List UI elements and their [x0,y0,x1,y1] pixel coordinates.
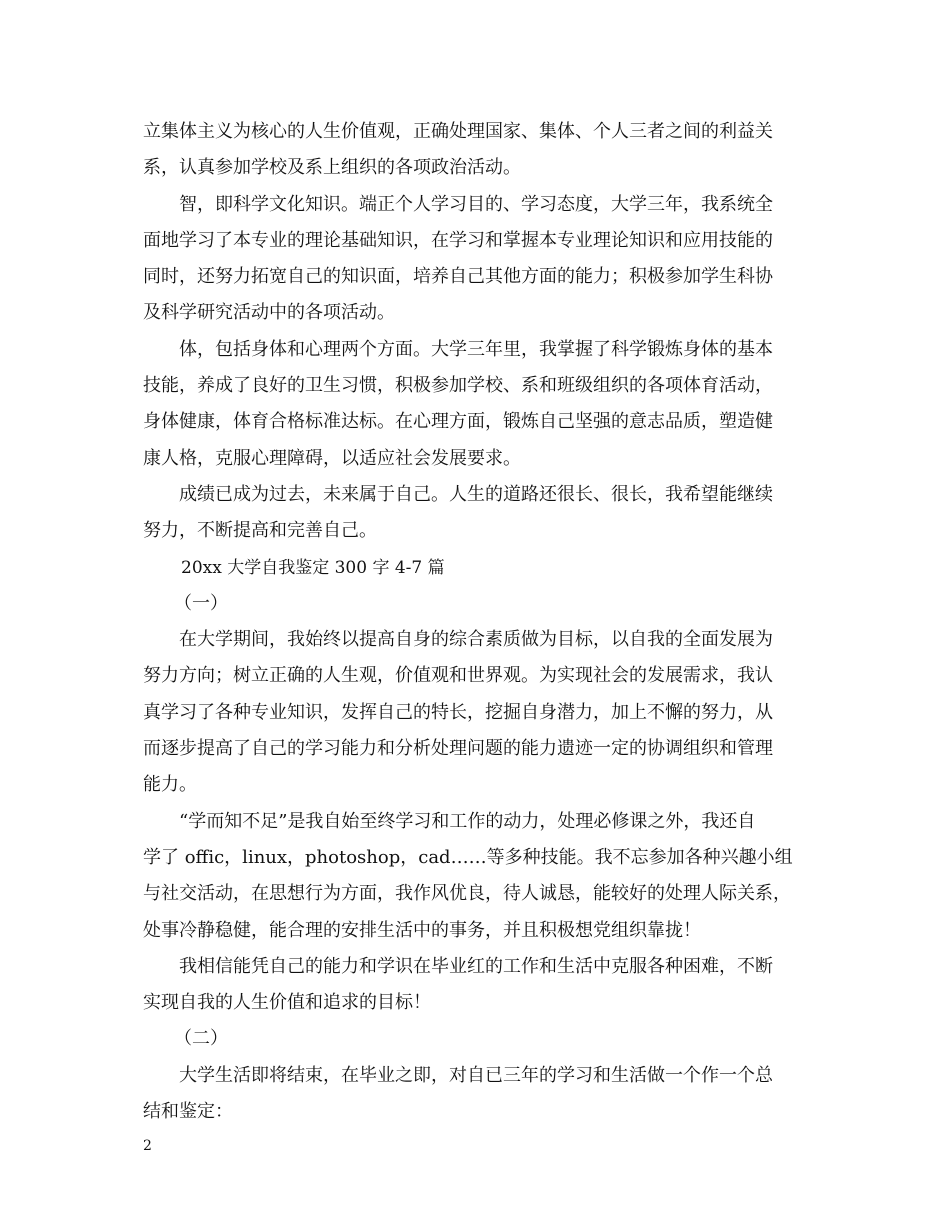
text-line: 能力。 [143,774,197,796]
text-line: 康人格，克服心理障碍，以适应社会发展要求。 [143,447,521,469]
text-line: 而逐步提高了自己的学习能力和分析处理问题的能力遗迹一定的协调组织和管理 [143,738,773,760]
text-line: 努力，不断提高和完善自己。 [143,520,377,542]
paragraph-start: 大学生活即将结束，在毕业之即，对自已三年的学习和生活做一个作一个总 [179,1064,773,1086]
text-line: 与社交活动，在思想行为方面，我作风优良，待人诚恳，能较好的处理人际关系， [143,883,791,905]
document-body [143,114,823,1130]
text-line: 技能，养成了良好的卫生习惯，积极参加学校、系和班级组织的各项体育活动， [143,375,773,397]
paragraph-start: 成绩已成为过去，未来属于自己。人生的道路还很长、很长，我希望能继续 [179,483,773,505]
text-line: 同时，还努力拓宽自己的知识面，培养自己其他方面的能力；积极参加学生科协 [143,266,773,288]
section-heading: 20xx 大学自我鉴定 300 字 4-7 篇 [181,557,445,578]
text-line: 系，认真参加学校及系上组织的各项政治活动。 [143,157,521,179]
text-line: 处事冷静稳健，能合理的安排生活中的事务，并且积极想党组织靠拢！ [143,919,701,941]
text-line: 及科学研究活动中的各项活动。 [143,302,395,324]
paragraph-start: 体，包括身体和心理两个方面。大学三年里，我掌握了科学锻炼身体的基本 [179,338,773,360]
text-line: 立集体主义为核心的人生价值观，正确处理国家、集体、个人三者之间的利益关 [143,121,773,142]
paragraph-start: “学而知不足”是我自始至终学习和工作的动力，处理必修课之外，我还自 [179,810,756,832]
text-line: 努力方向；树立正确的人生观，价值观和世界观。为实现社会的发展需求，我认 [143,665,773,687]
paragraph-start: 在大学期间，我始终以提高自身的综合素质做为目标，以自我的全面发展为 [179,629,773,651]
text-line: 结和鉴定： [143,1101,233,1123]
paragraph-start: 智，即科学文化知识。端正个人学习目的、学习态度，大学三年，我系统全 [179,193,773,215]
paragraph-start: 我相信能凭自己的能力和学识在毕业红的工作和生活中克服各种困难，不断 [179,955,773,977]
text-line: 真学习了各种专业知识，发挥自己的特长，挖掘自身潜力，加上不懈的努力，从 [143,701,773,723]
section-marker: （二） [174,1028,228,1050]
text-line: 学了 offic，linux，photoshop，cad……等多种技能。我不忘参加各种兴趣小组 [143,846,793,868]
text-line: 身体健康，体育合格标准达标。在心理方面，锻炼自己坚强的意志品质，塑造健 [143,411,773,433]
section-marker: （一） [174,592,228,614]
page-number: 2 [143,1138,152,1154]
text-line: 面地学习了本专业的理论基础知识，在学习和掌握本专业理论知识和应用技能的 [143,229,773,251]
text-line: 实现自我的人生价值和追求的目标！ [143,992,431,1014]
